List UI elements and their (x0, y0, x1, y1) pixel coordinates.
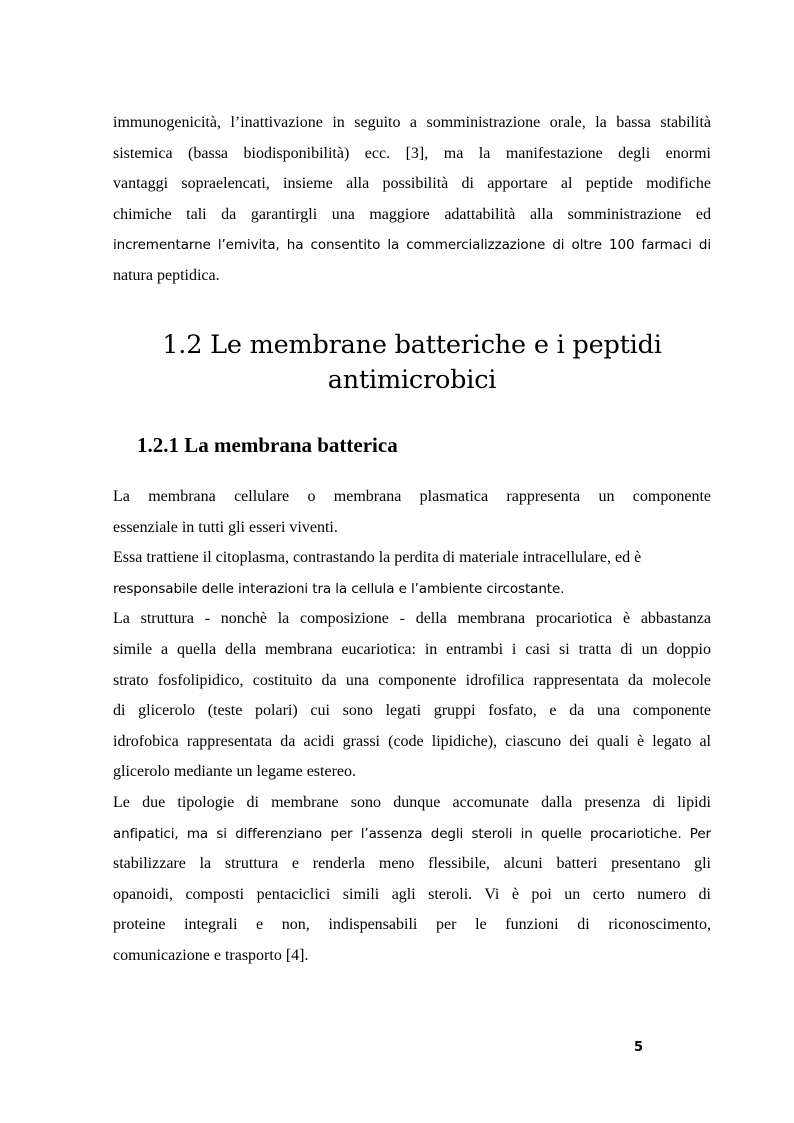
paragraph-line: proteine integrali e non, indispensabili per le funzioni di riconoscimento, (113, 916, 711, 934)
intro-paragraph (113, 108, 711, 292)
paragraph-line: La struttura - nonchè la composizione - della membrana procariotica è abbastanza (113, 610, 711, 628)
page-number: 5 (634, 1040, 644, 1055)
paragraph-line: opanoidi, composti pentaciclici simili agli steroli. Vi è poi un certo numero di (113, 885, 711, 903)
paragraph-line: glicerolo mediante un legame estereo. (113, 763, 357, 781)
subsection-title: 1.2.1 La membrana batterica (137, 433, 398, 457)
section-title (113, 328, 711, 398)
paragraph-line: natura peptidica. (113, 266, 220, 284)
paragraph-line: Le due tipologie di membrane sono dunque accomunate dalla presenza di lipidi (113, 793, 711, 811)
paragraph-line: Essa trattiene il citoplasma, contrastando la perdita di materiale intracellulare, ed è (113, 549, 642, 567)
paragraph-line: vantaggi sopraelencati, insieme alla possibilità di apportare al peptide modifiche (113, 175, 711, 193)
paragraph-line: anfipatici, ma si differenziano per l’assenza degli steroli in quelle procariotiche. Per (113, 825, 711, 842)
paragraph-line: responsabile delle interazioni tra la cellula e l’ambiente circostante. (113, 580, 565, 597)
section-title-line: 1.2 Le membrane batteriche e i peptidi (162, 330, 662, 360)
paragraph-line: stabilizzare la struttura e renderla meno flessibile, alcuni batteri presentano gli (113, 855, 711, 873)
paragraph-line: comunicazione e trasporto [4]. (113, 946, 309, 964)
paragraph-line: sistemica (bassa biodisponibilità) ecc. [3], ma la manifestazione degli enormi (113, 144, 711, 162)
paragraph-line: immunogenicità, l’inattivazione in seguito a somministrazione orale, la bassa stabilità (113, 114, 711, 131)
paragraph-line: di glicerolo (teste polari) cui sono legati gruppi fosfato, e da una componente (113, 702, 711, 720)
paragraph-line: strato fosfolipidico, costituito da una componente idrofilica rappresentata da molecole (113, 671, 711, 689)
paragraph-line: idrofobica rappresentata da acidi grassi (code lipidiche), ciascuno dei quali è legato al (113, 732, 711, 750)
section-title-line: antimicrobici (327, 365, 497, 395)
paragraph-line: incrementarne l’emivita, ha consentito la commercializzazione di oltre 100 farmaci di (113, 237, 711, 254)
paragraph-line: simile a quella della membrana eucariotica: in entrambi i casi si tratta di un doppio (113, 640, 711, 658)
paragraph-line: essenziale in tutti gli esseri viventi. (113, 518, 338, 536)
paragraph-line: La membrana cellulare o membrana plasmatica rappresenta un componente (113, 488, 711, 505)
membrane-paragraph (113, 482, 711, 972)
paragraph-line: chimiche tali da garantirgli una maggiore adattabilità alla somministrazione ed (113, 205, 711, 223)
